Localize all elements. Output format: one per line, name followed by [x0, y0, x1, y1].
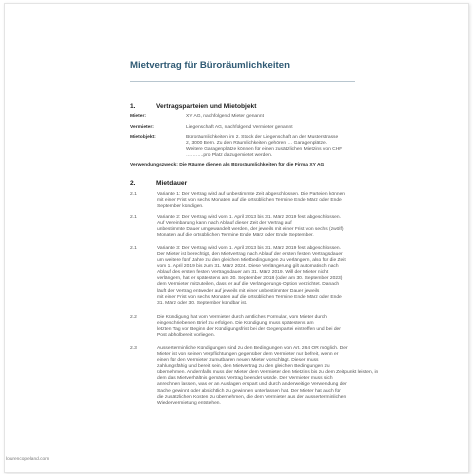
document-title: Mietvertrag für Büroräumlichkeiten — [130, 60, 290, 71]
field-line: ………..pro Platz dazugemietet werden. — [186, 153, 273, 158]
text-line: mit einer Frist von sechs Monaten auf die ortsüblichen Termine Ende März oder Ende — [157, 198, 342, 204]
text-line: unbestimmte Dauer umgewandelt werden, der jeweils mit einer Frist von sechs (zwölf) — [157, 227, 344, 233]
field-line: Liegenschaft AG, nachfolgend Vermieter genannt — [186, 125, 293, 130]
text-line: Variante 1: Der Vertrag wird auf unbestimmte Zeit abgeschlossen. Die Parteien können — [157, 192, 346, 197]
text-line: dem das Mietverhältnis gemäss Vertrag beendet würde. Der Vermieter muss sich — [157, 376, 333, 382]
text-line: Ablauf des ersten festen Vertragsdauer am 31. März 2019. Will der Mieter nicht — [157, 270, 329, 276]
text-line: eingeschriebenen Brief zu erfolgen. Die Kündigung muss spätestens am — [157, 321, 314, 327]
section-2-number: 2. — [130, 180, 136, 187]
text-line: Sache gewinnt oder absichtlich zu gewinnen unterlassen hat. Der Mieter hat auch für — [157, 388, 341, 394]
paragraph-number: 2.1 — [130, 215, 137, 220]
text-line: Monaten auf die ortsüblichen Termine Ende März oder Ende September. — [157, 233, 314, 239]
field-line: 2, 3000 Bern. Zu den Räumlichkeiten gehören … Garagenplätze. — [186, 141, 328, 146]
text-line: läuft der Vertrag entweder auf jeweils mit einer unbestimmter Dauer jeweils — [157, 288, 320, 294]
text-line: Die Kündigung hat vom Vermieter durch amtliches Formular, vom Mieter durch — [157, 315, 327, 320]
paragraph-number: 2.1 — [130, 192, 137, 197]
text-line: vom 1. April 2019 bis zum 31. März 2024. Diese Verlängerung gilt automatisch nach — [157, 264, 339, 270]
text-line: Der Mieter ist berechtigt, den Mietvertrag nach Ablauf der ersten festen Vertragsdauer — [157, 252, 343, 258]
text-line: Variante 2: Der Vertrag wird vom 1. April 2013 bis 31. März 2019 fest abgeschlossen. — [157, 215, 341, 220]
text-line: dem Vermieter mitzuteilen, dass er auf die Verlängerungs-Option verzichtet. Danach — [157, 282, 340, 288]
paragraph-text — [157, 315, 341, 339]
paragraph-number: 2.1 — [130, 246, 137, 251]
field-value-mietobjekt — [186, 135, 356, 159]
field-label-vermieter: Vermieter: — [130, 125, 154, 130]
watermark-text: lourencopeland.com — [6, 457, 50, 462]
paragraph-text — [157, 192, 345, 210]
section-1-title: Vertragsparteien und Mietobjekt — [156, 103, 257, 110]
document-page — [4, 3, 469, 473]
field-value-vermieter — [186, 125, 356, 131]
text-line: September kündigen. — [157, 204, 204, 210]
section-2-title: Mietdauer — [156, 180, 188, 187]
text-line: Mieter ist von seinen Verpflichtungen gegenüber dem Vermieter nur befreit, wenn er — [157, 352, 339, 358]
text-line: anrechnen lassen, was er an Auslagen erspart und durch anderweitige Verwendung der — [157, 382, 347, 388]
title-divider — [130, 81, 355, 82]
paragraph-text — [157, 215, 343, 239]
field-value-mieter — [186, 114, 356, 120]
paragraph-number: 2.2 — [130, 315, 137, 320]
text-line: Auf Vereinbarung kann nach Ablauf dieser Zeit der Vertrag auf — [157, 221, 292, 227]
text-line: zahlungsfähig und bereit sein, den Mietvertrag zu den gleichen Bedingungen zu — [157, 364, 330, 370]
text-line: verlängern, hat er spätestens am 30. September 2018 (oder am 30. September 2023) — [157, 276, 343, 282]
text-line: Post abholbereit vorliegen. — [157, 333, 215, 339]
text-line: übernehmen. Andernfalls muss der Mieter dem Vermieter den Mietzins bis zu dem Zeitpunkt leisten, in — [157, 370, 379, 376]
field-label-mieter: Mieter: — [130, 114, 147, 119]
text-line: um weitere fünf Jahre zu den gleichen Mietbedingungen zu verlängern, also für die Zeit — [157, 258, 346, 264]
section-1-number: 1. — [130, 103, 136, 110]
field-label-mietobjekt: Mietobjekt: — [130, 135, 156, 140]
section-2-heading — [130, 180, 187, 187]
section-1-heading — [130, 103, 256, 110]
paragraph-number: 2.3 — [130, 346, 137, 351]
text-line: letzten Tag vor Beginn der Kündigungsfrist bei der Gegenpartei eintreffen und bei der — [157, 327, 341, 333]
field-line: Weitere Garagenplätze können für einen zusätzlichen Mietzins von CHF — [186, 147, 343, 152]
text-line: einen für den Vermieter zumutbaren neuen Mieter vorschlägt. Dieser muss — [157, 358, 319, 364]
purpose-line: Verwendungszweck: Die Räume dienen als Büroräumlichkeiten für die Firma XY AG — [130, 163, 325, 168]
text-line: Ausserterminliche Kündigungen sind zu den Bedingungen von Art. 264 OR möglich. Der — [157, 346, 348, 351]
text-line: 31. März oder 30. September kündbar ist. — [157, 300, 248, 306]
paragraph-text — [157, 346, 378, 407]
text-line: mit einer Frist von sechs Monaten auf die ortsüblichen Termine Ende März oder Ende — [157, 294, 342, 300]
text-line: Wiedervermietung entstehen. — [157, 400, 221, 406]
text-line: die zusätzlichen Kosten zu übernehmen, die dem Vermieter aus der ausserterminlichen — [157, 394, 347, 400]
field-line: Büroräumlichkeiten im 2. Stock der Liegenschaft an der Musterstrasse — [186, 135, 339, 140]
field-line: XY AG, nachfolgend Mieter genannt — [186, 114, 264, 119]
text-line: Variante 3: Der Vertrag wird vom 1. April 2013 bis 31. März 2019 fest abgeschlossen. — [157, 246, 341, 251]
paragraph-text — [157, 246, 346, 307]
